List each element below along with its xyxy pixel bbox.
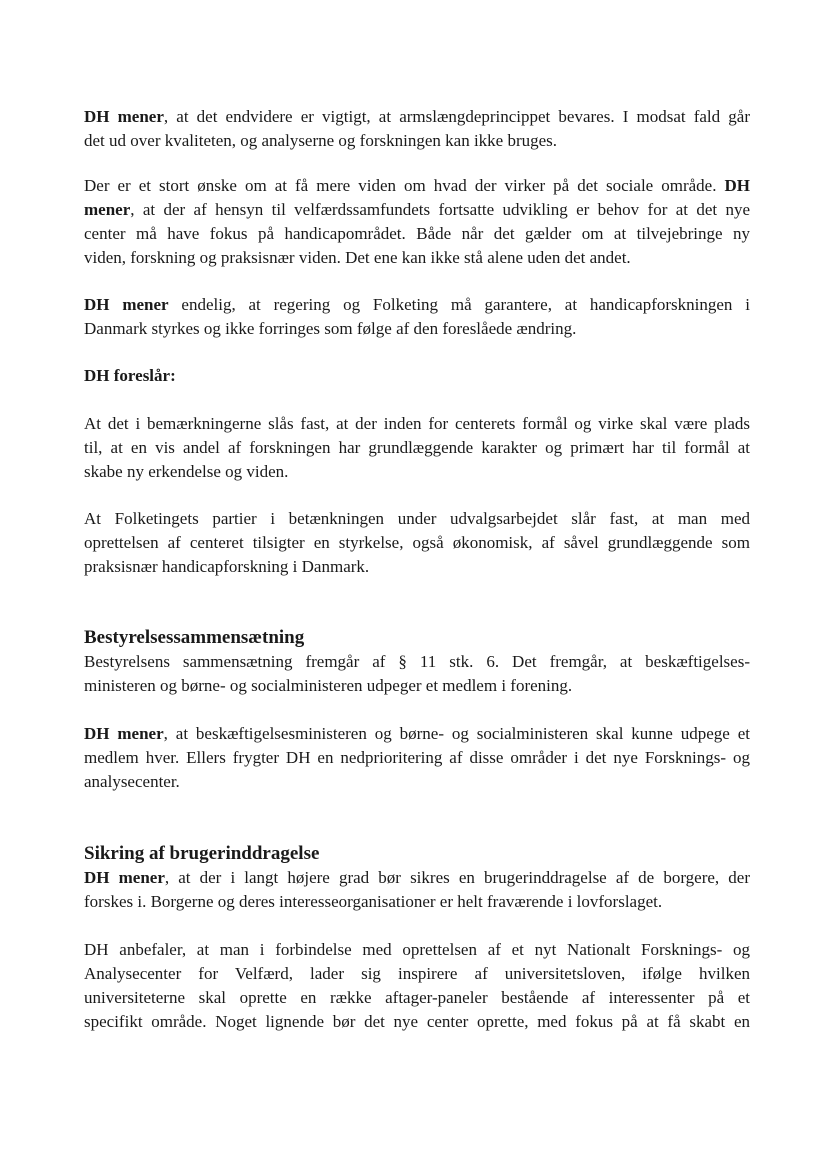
text-line [84, 436, 750, 460]
text: Danmark styrkes og ikke forringes som følge af den foreslåede ændring. [84, 319, 577, 338]
bold-text: DH [724, 176, 750, 195]
text: specifikt område. Noget lignende bør det nye center oprette, med fokus på at få skabt en [84, 1012, 750, 1031]
text: skabe ny erkendelse og viden. [84, 462, 289, 481]
text-line [84, 246, 750, 270]
text-line [84, 722, 750, 746]
text: til, at en vis andel af forskningen har grundlæggende karakter og primært har til formål at [84, 438, 750, 457]
section-heading [84, 842, 750, 866]
text-line [84, 129, 750, 153]
text-line [84, 962, 750, 986]
bold-text: DH mener [84, 868, 165, 887]
text: oprettelsen af centeret tilsigter en styrkelse, også økonomisk, af såvel grundlæggende som [84, 533, 750, 552]
bold-text: Bestyrelsessammensætning [84, 627, 305, 648]
text-line [84, 174, 750, 198]
text-line [84, 674, 750, 698]
text-line [84, 317, 750, 341]
text: det ud over kvaliteten, og analyserne og forskningen kan ikke bruges. [84, 131, 558, 150]
bold-text: DH foreslår: [84, 366, 176, 385]
text: center må have fokus på handicapområdet. Både når det gælder om at tilvejebringe ny [84, 224, 750, 243]
text: , at det endvidere er vigtigt, at armslængdeprincippet bevares. I modsat fald går [163, 107, 750, 126]
text-line [84, 412, 750, 436]
text: , at beskæftigelsesministeren og børne- og socialministeren skal kunne udpege et [163, 724, 750, 743]
bold-text: Sikring af brugerinddragelse [84, 843, 320, 864]
text: Analysecenter for Velfærd, lader sig inspirere af universitetsloven, ifølge hvilken [84, 964, 750, 983]
text: praksisnær handicapforskning i Danmark. [84, 557, 370, 576]
text-line [84, 555, 750, 579]
text: analysecenter. [84, 772, 180, 791]
text: , at der i langt højere grad bør sikres en brugerinddragelse af de borgere, der [164, 868, 750, 887]
bold-text: mener [84, 200, 131, 219]
text: , at der af hensyn til velfærdssamfundets fortsatte udvikling er behov for at det nye [130, 200, 750, 219]
text-line [84, 866, 750, 890]
text: At det i bemærkningerne slås fast, at der inden for centerets formål og virke skal være plads [84, 414, 750, 433]
text-line [84, 198, 750, 222]
text-line [84, 531, 750, 555]
text: DH anbefaler, at man i forbindelse med oprettelsen af et nyt Nationalt Forsknings- og [84, 940, 750, 959]
text-line [84, 938, 750, 962]
text: universiteterne skal oprette en række aftager-paneler bestående af interessenter på et [84, 988, 750, 1007]
bold-text: DH mener [84, 724, 164, 743]
text: Der er et stort ønske om at få mere viden om hvad der virker på det sociale område. [84, 176, 725, 195]
text: medlem hver. Ellers frygter DH en nedprioritering af disse områder i det nye Forsknings- og [84, 748, 750, 767]
text-line [84, 650, 750, 674]
text-line [84, 770, 750, 794]
text-line [84, 1010, 750, 1034]
text-line [84, 890, 750, 914]
text-line [84, 460, 750, 484]
text-line [84, 746, 750, 770]
text-line [84, 507, 750, 531]
text-line [84, 222, 750, 246]
text-line [84, 105, 750, 129]
text: At Folketingets partier i betænkningen under udvalgsarbejdet slår fast, at man med [84, 509, 750, 528]
text: forskes i. Borgerne og deres interesseorganisationer er helt fraværende i lovforslaget. [84, 892, 663, 911]
bold-text: DH mener [84, 107, 164, 126]
text: ministeren og børne- og socialministeren udpeger et medlem i forening. [84, 676, 573, 695]
text-line [84, 293, 750, 317]
bold-text: DH mener [84, 295, 169, 314]
text-line [84, 986, 750, 1010]
section-heading [84, 626, 750, 650]
text: endelig, at regering og Folketing må garantere, at handicapforskningen i [168, 295, 750, 314]
text: viden, forskning og praksisnær viden. Det ene kan ikke stå alene uden det andet. [84, 248, 631, 267]
text-line [84, 364, 750, 388]
text: Bestyrelsens sammensætning fremgår af § 11 stk. 6. Det fremgår, at beskæftigelses- [84, 652, 750, 671]
